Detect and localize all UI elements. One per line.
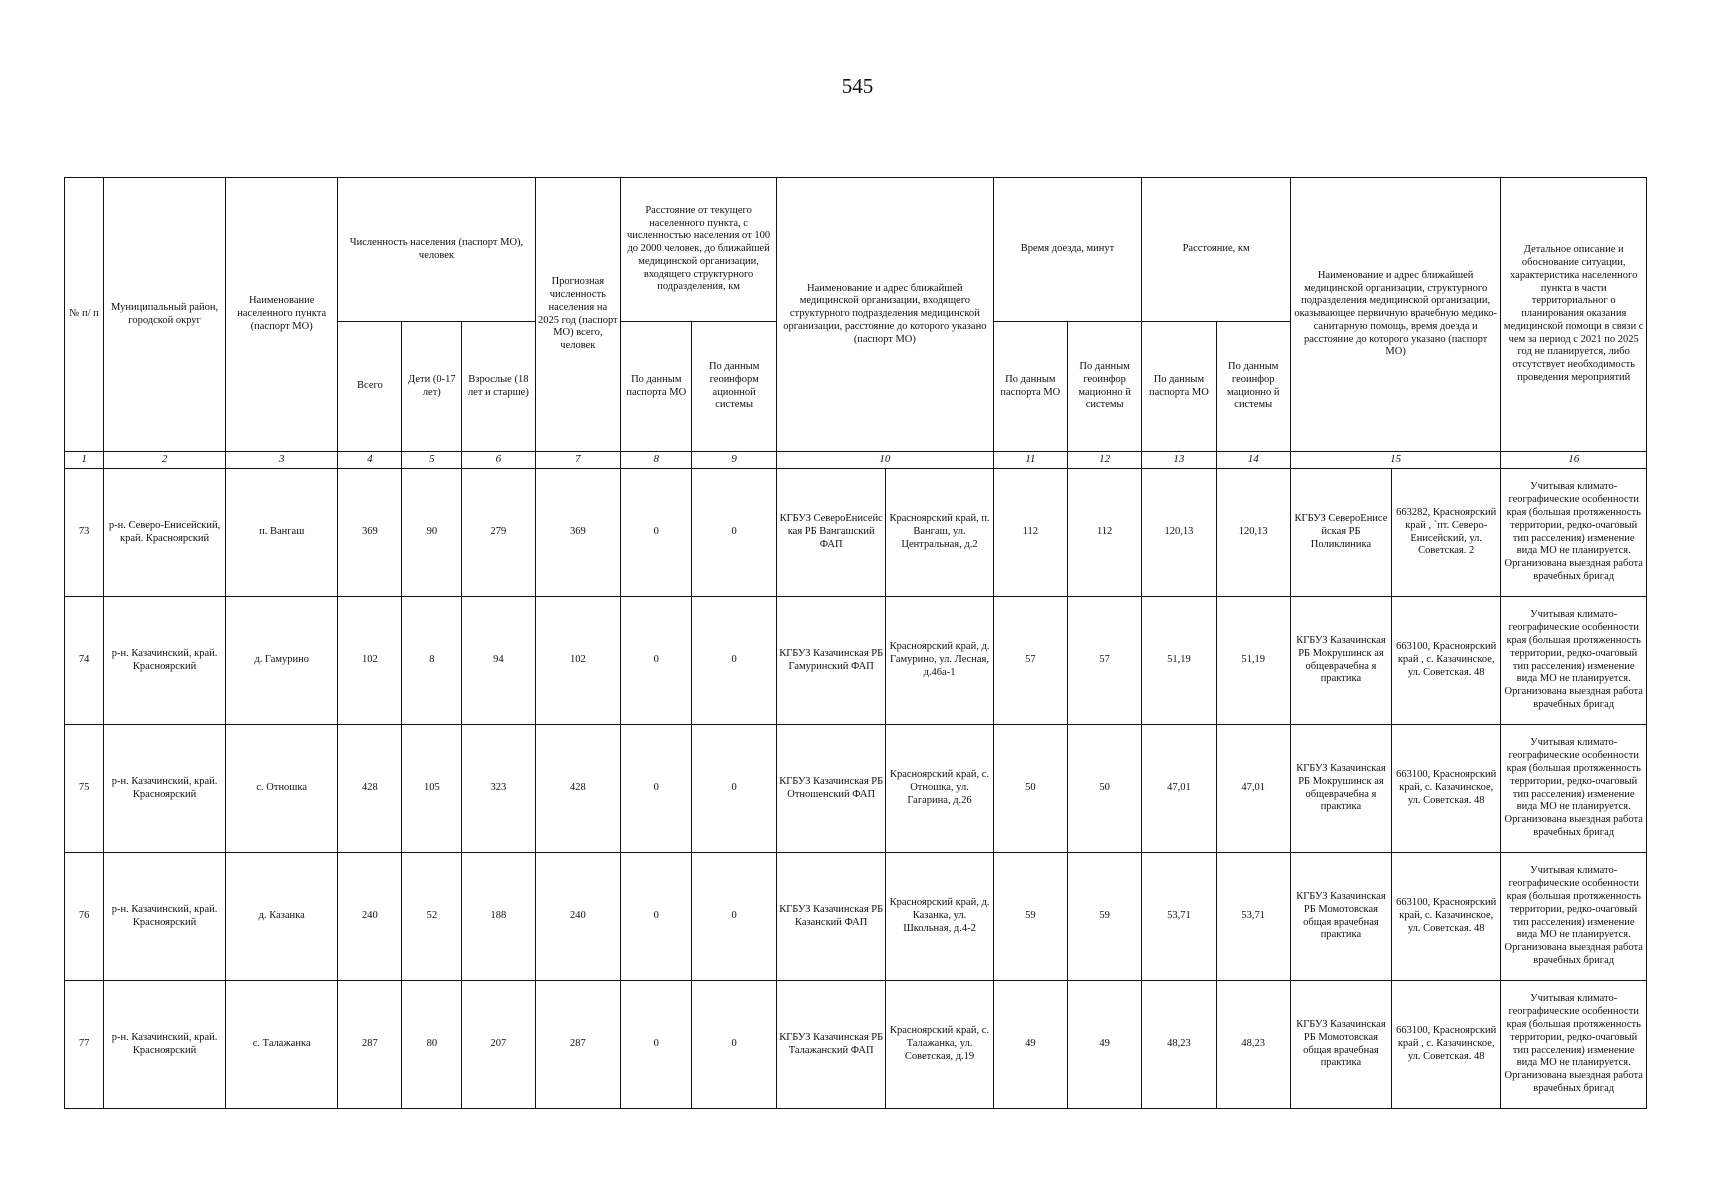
header-primary-org: Наименование и адрес ближайшей медицинской организации, структурного подразделения медицинской организации, оказывающее первичную врачебную медико-санитарную помощь, время доезда и расстояние до которого указано (паспорт МО) [1290, 178, 1501, 452]
org-name-cell: КГБУЗ Казачинская РБ Гамуринский ФАП [776, 597, 885, 725]
org-address-cell: Красноярский край, с. Талажанка, ул. Советская, д.19 [886, 981, 993, 1109]
children-cell: 80 [402, 981, 462, 1109]
dist-passport-cell: 0 [621, 469, 692, 597]
primary-address-cell: 663100, Красноярский край, с. Казачинское, ул. Советская. 48 [1392, 853, 1501, 981]
column-number: 2 [104, 452, 226, 469]
km-passport-cell: 47,01 [1142, 725, 1216, 853]
forecast-cell: 428 [535, 725, 621, 853]
header-distance-group: Расстояние от текущего населенного пункта, с численностью населения от 100 до 2000 человек, до ближайшей медицинской организации, входящего структурного подразделения, км [621, 178, 777, 322]
km-passport-cell: 51,19 [1142, 597, 1216, 725]
table-row [65, 981, 1647, 1109]
table-row [65, 469, 1647, 597]
locality-cell: д. Гамурино [225, 597, 337, 725]
km-passport-cell: 48,23 [1142, 981, 1216, 1109]
time-passport-cell: 112 [993, 469, 1067, 597]
municipality-cell: р-н. Северо-Енисейский, край. Красноярский [104, 469, 226, 597]
time-passport-cell: 59 [993, 853, 1067, 981]
header-distance-km: Расстояние, км [1142, 178, 1291, 322]
header-km-passport: По данным паспорта МО [1142, 322, 1216, 452]
total-cell: 428 [338, 725, 402, 853]
header-population-group: Численность населения (паспорт МО), человек [338, 178, 535, 322]
adults-cell: 207 [462, 981, 535, 1109]
locality-cell: п. Вангаш [225, 469, 337, 597]
primary-address-cell: 663100, Красноярский край , с. Казачинское, ул. Советская. 48 [1392, 981, 1501, 1109]
dist-passport-cell: 0 [621, 981, 692, 1109]
row-number: 74 [65, 597, 104, 725]
header-description: Детальное описание и обоснование ситуации, характеристика населенного пункта в части территориальног о планирования оказания медицинской помощи в связи с чем за период с 2021 по 2025 год не планируется, либо отсутствует необходимость проведения мероприятий [1501, 178, 1647, 452]
total-cell: 287 [338, 981, 402, 1109]
km-passport-cell: 120,13 [1142, 469, 1216, 597]
org-address-cell: Красноярский край, с. Отношка, ул. Гагарина, д.26 [886, 725, 993, 853]
description-cell: Учитывая климато-географические особенности края (большая протяженность территории, редко-очаговый тип расселения) изменение вида МО не планируется. Организована выездная работа врачебных бригад [1501, 469, 1647, 597]
dist-passport-cell: 0 [621, 725, 692, 853]
header-municipality: Муниципальный район, городской округ [104, 178, 226, 452]
org-address-cell: Красноярский край, д. Гамурино, ул. Лесная, д.46а-1 [886, 597, 993, 725]
primary-name-cell: КГБУЗ СевероЕнисе йская РБ Поликлиника [1290, 469, 1391, 597]
dist-passport-cell: 0 [621, 853, 692, 981]
column-number: 6 [462, 452, 535, 469]
column-number: 8 [621, 452, 692, 469]
header-num: № п/ п [65, 178, 104, 452]
org-address-cell: Красноярский край, д. Казанка, ул. Школьная, д.4-2 [886, 853, 993, 981]
dist-geo-cell: 0 [692, 981, 777, 1109]
forecast-cell: 369 [535, 469, 621, 597]
children-cell: 105 [402, 725, 462, 853]
table-row [65, 725, 1647, 853]
time-passport-cell: 57 [993, 597, 1067, 725]
km-geo-cell: 47,01 [1216, 725, 1290, 853]
column-number: 5 [402, 452, 462, 469]
column-number: 14 [1216, 452, 1290, 469]
table-row [65, 597, 1647, 725]
column-number: 11 [993, 452, 1067, 469]
column-number: 7 [535, 452, 621, 469]
dist-geo-cell: 0 [692, 469, 777, 597]
total-cell: 240 [338, 853, 402, 981]
locality-cell: с. Талажанка [225, 981, 337, 1109]
time-geo-cell: 49 [1067, 981, 1141, 1109]
column-number: 9 [692, 452, 777, 469]
dist-geo-cell: 0 [692, 725, 777, 853]
primary-address-cell: 663100, Красноярский край, с. Казачинское, ул. Советская. 48 [1392, 725, 1501, 853]
header-travel-time: Время доезда, минут [993, 178, 1142, 322]
adults-cell: 323 [462, 725, 535, 853]
row-number: 77 [65, 981, 104, 1109]
header-km-geo: По данным геоинфор мационно й системы [1216, 322, 1290, 452]
header-locality: Наименование населенного пункта (паспорт МО) [225, 178, 337, 452]
municipality-cell: р-н. Казачинский, край. Красноярский [104, 725, 226, 853]
table-row [65, 853, 1647, 981]
header-nearest-org: Наименование и адрес ближайшей медицинской организации, входящего структурного подразделения медицинской организации, расстояние до которого указано (паспорт МО) [776, 178, 993, 452]
primary-name-cell: КГБУЗ Казачинская РБ Мокрушинск ая общеврачебна я практика [1290, 597, 1391, 725]
header-forecast: Прогнозная численность населения на 2025 год (паспорт МО) всего, человек [535, 178, 621, 452]
time-geo-cell: 50 [1067, 725, 1141, 853]
facilities-table [64, 177, 1647, 1109]
time-geo-cell: 59 [1067, 853, 1141, 981]
row-number: 73 [65, 469, 104, 597]
dist-geo-cell: 0 [692, 597, 777, 725]
municipality-cell: р-н. Казачинский, край. Красноярский [104, 981, 226, 1109]
forecast-cell: 287 [535, 981, 621, 1109]
column-number: 12 [1067, 452, 1141, 469]
locality-cell: д. Казанка [225, 853, 337, 981]
time-geo-cell: 112 [1067, 469, 1141, 597]
primary-address-cell: 663282, Красноярский край , `пт. Северо-Енисейский, ул. Советская. 2 [1392, 469, 1501, 597]
column-number: 16 [1501, 452, 1647, 469]
primary-address-cell: 663100, Красноярский край , с. Казачинское, ул. Советская. 48 [1392, 597, 1501, 725]
header-dist-geo: По данным геоинформ ационной системы [692, 322, 777, 452]
municipality-cell: р-н. Казачинский, край. Красноярский [104, 853, 226, 981]
row-number: 75 [65, 725, 104, 853]
row-number: 76 [65, 853, 104, 981]
total-cell: 369 [338, 469, 402, 597]
primary-name-cell: КГБУЗ Казачинская РБ Момотовская общая врачебная практика [1290, 981, 1391, 1109]
children-cell: 8 [402, 597, 462, 725]
time-geo-cell: 57 [1067, 597, 1141, 725]
dist-passport-cell: 0 [621, 597, 692, 725]
adults-cell: 94 [462, 597, 535, 725]
adults-cell: 188 [462, 853, 535, 981]
adults-cell: 279 [462, 469, 535, 597]
forecast-cell: 240 [535, 853, 621, 981]
primary-name-cell: КГБУЗ Казачинская РБ Момотовская общая врачебная практика [1290, 853, 1391, 981]
header-dist-passport: По данным паспорта МО [621, 322, 692, 452]
locality-cell: с. Отношка [225, 725, 337, 853]
children-cell: 52 [402, 853, 462, 981]
column-number: 13 [1142, 452, 1216, 469]
header-adults: Взрослые (18 лет и старше) [462, 322, 535, 452]
org-name-cell: КГБУЗ СевероЕнисейс кая РБ Вангашский ФАП [776, 469, 885, 597]
time-passport-cell: 50 [993, 725, 1067, 853]
total-cell: 102 [338, 597, 402, 725]
column-number: 10 [776, 452, 993, 469]
column-number-row [65, 452, 1647, 469]
column-number: 15 [1290, 452, 1501, 469]
header-time-geo: По данным геоинфор мационно й системы [1067, 322, 1141, 452]
km-geo-cell: 120,13 [1216, 469, 1290, 597]
header-total: Всего [338, 322, 402, 452]
column-number: 4 [338, 452, 402, 469]
dist-geo-cell: 0 [692, 853, 777, 981]
time-passport-cell: 49 [993, 981, 1067, 1109]
org-name-cell: КГБУЗ Казачинская РБ Отношенский ФАП [776, 725, 885, 853]
description-cell: Учитывая климато-географические особенности края (большая протяженность территории, редко-очаговый тип расселения) изменение вида МО не планируется. Организована выездная работа врачебных бригад [1501, 853, 1647, 981]
km-passport-cell: 53,71 [1142, 853, 1216, 981]
column-number: 3 [225, 452, 337, 469]
municipality-cell: р-н. Казачинский, край. Красноярский [104, 597, 226, 725]
children-cell: 90 [402, 469, 462, 597]
org-name-cell: КГБУЗ Казачинская РБ Талажанский ФАП [776, 981, 885, 1109]
primary-name-cell: КГБУЗ Казачинская РБ Мокрушинск ая общеврачебна я практика [1290, 725, 1391, 853]
description-cell: Учитывая климато-географические особенности края (большая протяженность территории, редко-очаговый тип расселения) изменение вида МО не планируется. Организована выездная работа врачебных бригад [1501, 981, 1647, 1109]
column-number: 1 [65, 452, 104, 469]
description-cell: Учитывая климато-географические особенности края (большая протяженность территории, редко-очаговый тип расселения) изменение вида МО не планируется. Организована выездная работа врачебных бригад [1501, 597, 1647, 725]
header-time-passport: По данным паспорта МО [993, 322, 1067, 452]
description-cell: Учитывая климато-географические особенности края (большая протяженность территории, редко-очаговый тип расселения) изменение вида МО не планируется. Организована выездная работа врачебных бригад [1501, 725, 1647, 853]
org-name-cell: КГБУЗ Казачинская РБ Казанский ФАП [776, 853, 885, 981]
forecast-cell: 102 [535, 597, 621, 725]
org-address-cell: Красноярский край, п. Вангаш, ул. Центральная, д.2 [886, 469, 993, 597]
page-number: 545 [841, 74, 874, 98]
km-geo-cell: 53,71 [1216, 853, 1290, 981]
header-children: Дети (0-17 лет) [402, 322, 462, 452]
km-geo-cell: 51,19 [1216, 597, 1290, 725]
km-geo-cell: 48,23 [1216, 981, 1290, 1109]
